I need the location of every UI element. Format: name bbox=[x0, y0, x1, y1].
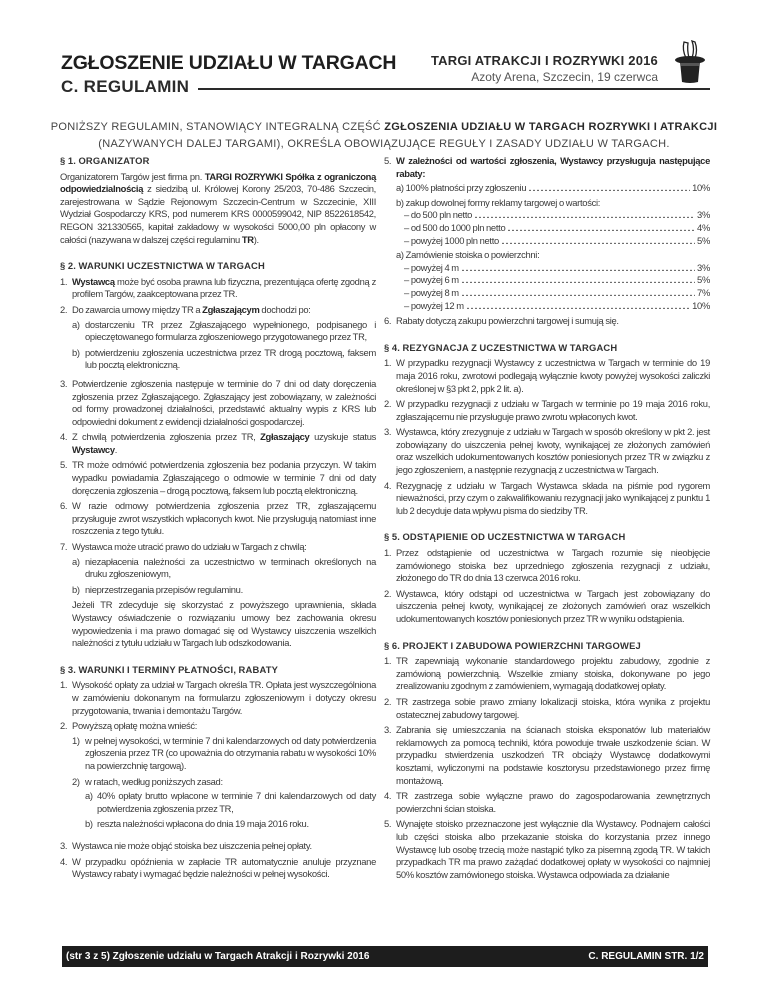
list-item bbox=[72, 776, 376, 834]
discount-group bbox=[396, 182, 710, 195]
item-number: a) bbox=[72, 555, 80, 567]
item-body bbox=[396, 818, 710, 881]
bold-text: Wystawcą bbox=[72, 275, 115, 287]
item-number: 2. bbox=[60, 303, 68, 315]
list-item bbox=[384, 398, 710, 423]
discount-row bbox=[396, 222, 710, 235]
list-item bbox=[60, 431, 376, 456]
item-body bbox=[396, 357, 710, 395]
dot-leader bbox=[461, 275, 695, 283]
dot-leader bbox=[501, 236, 695, 244]
list-item bbox=[384, 818, 710, 881]
text-segment: ). bbox=[253, 233, 259, 245]
item-text bbox=[396, 315, 710, 328]
item-text bbox=[72, 679, 376, 717]
item-body bbox=[97, 818, 376, 831]
discount-value: 10% bbox=[692, 299, 710, 311]
item-body bbox=[396, 588, 710, 626]
text-segment: potwierdzeniu zgłoszenia uczestnictwa przez TR drogą pocztową, faksem lub pocztą elektroniczną. bbox=[85, 346, 376, 371]
dot-leader bbox=[466, 301, 690, 309]
list-item bbox=[384, 588, 710, 626]
list-item bbox=[60, 378, 376, 428]
list-item bbox=[384, 790, 710, 815]
item-body bbox=[85, 319, 376, 344]
section-heading: § 3. WARUNKI I TERMINY PŁATNOŚCI, RABATY bbox=[60, 663, 279, 675]
dot-leader bbox=[461, 263, 695, 271]
item-text bbox=[85, 347, 376, 372]
discount-value: 3% bbox=[697, 209, 710, 221]
footer-left: (str 3 z 5) Zgłoszenie udziału w Targach Atrakcji i Rozrywki 2016 bbox=[66, 951, 370, 962]
item-text bbox=[85, 735, 376, 773]
list-item bbox=[60, 276, 376, 301]
discount-value: 7% bbox=[697, 286, 710, 298]
text-segment: Rezygnację z udziału w Targach Wystawca składa na piśmie pod rygorem nieważności, przy czym o zakwalifikowaniu rezygnacji jako wynikającej z punktu 1 lub 2 decyduje data wpływu pisma do siedziby TR. bbox=[396, 479, 710, 516]
item-body bbox=[85, 735, 376, 773]
item-text bbox=[396, 818, 710, 881]
item-text bbox=[72, 840, 376, 853]
list-item bbox=[85, 818, 376, 831]
item-number: b) bbox=[72, 346, 80, 358]
section-title: C. REGULAMIN bbox=[61, 77, 190, 96]
text-segment: może być osoba prawna lub fizyczna, prezentująca ofertę zgodną z profilem Targów, zaakceptowana przez TR. bbox=[72, 275, 376, 300]
list-item bbox=[384, 655, 710, 693]
item-number: 3. bbox=[384, 724, 392, 736]
document-title: ZGŁOSZENIE UDZIAŁU W TARGACH bbox=[61, 52, 397, 74]
item-text bbox=[85, 584, 376, 597]
item-body bbox=[72, 459, 376, 497]
item-number: 5. bbox=[384, 818, 392, 830]
text-segment: dostarczeniu TR przez Zgłaszającego wypełnionego, podpisanego i opieczętowanego formularza zgłoszeniowego przygotowanego przez TR, bbox=[85, 318, 376, 343]
discount-value: 10% bbox=[692, 182, 710, 194]
discount-group bbox=[396, 197, 710, 247]
item-number: 3. bbox=[60, 839, 68, 851]
dot-leader bbox=[474, 210, 695, 218]
regulation-section bbox=[384, 155, 710, 328]
footer-bar bbox=[62, 946, 708, 967]
discount-label: – powyżej 6 m bbox=[404, 274, 459, 286]
item-number: 4. bbox=[60, 431, 68, 443]
discount-row bbox=[396, 262, 710, 275]
item-text bbox=[396, 547, 710, 585]
list-item bbox=[60, 459, 376, 497]
text-segment: Powyższą opłatę można wnieść: bbox=[72, 720, 198, 732]
list-item bbox=[60, 840, 376, 853]
item-number: 7. bbox=[60, 541, 68, 553]
item-body bbox=[396, 655, 710, 693]
item-number: 3. bbox=[60, 377, 68, 389]
list-item bbox=[85, 790, 376, 815]
item-text bbox=[97, 818, 376, 831]
item-number: 6. bbox=[384, 315, 392, 327]
text-segment: w pełnej wysokości, w terminie 7 dni kalendarzowych od daty potwierdzenia zgłoszenia przez TR (co upoważnia do otrzymania rabatu w wysokości 10% na powierzchnię targową). bbox=[85, 734, 376, 771]
bold-text: Zgłaszający bbox=[260, 431, 310, 443]
section-heading: § 1. ORGANIZATOR bbox=[60, 155, 150, 166]
list-item bbox=[72, 319, 376, 344]
item-body bbox=[396, 790, 710, 815]
item-text bbox=[85, 319, 376, 344]
text-segment: TR zastrzega sobie prawo zmiany lokalizacji stoiska, która wynika z projektu ostatecznej zabudowy targowej. bbox=[396, 695, 710, 720]
magic-hat-icon bbox=[672, 40, 710, 84]
discount-label: – powyżej 4 m bbox=[404, 261, 459, 273]
item-body bbox=[396, 547, 710, 585]
list-item bbox=[384, 480, 710, 518]
discount-group-label: a) Zamówienie stoiska o powierzchni: bbox=[396, 249, 540, 261]
item-number: 4. bbox=[384, 790, 392, 802]
discount-group bbox=[396, 249, 710, 312]
item-text bbox=[396, 480, 710, 518]
item-text bbox=[85, 776, 376, 789]
intro-part: PONIŻSZY REGULAMIN, STANOWIĄCY INTEGRALNĄ CZĘŚĆ bbox=[50, 121, 385, 133]
item-body bbox=[72, 856, 376, 881]
item-number: 1. bbox=[60, 275, 68, 287]
item-text bbox=[396, 696, 710, 721]
item-number: a) bbox=[72, 318, 80, 330]
discount-label: – powyżej 12 m bbox=[404, 299, 464, 311]
regulation-section bbox=[60, 260, 376, 650]
item-body bbox=[396, 315, 710, 328]
text-segment: Z chwilą potwierdzenia zgłoszenia przez TR, bbox=[72, 431, 261, 443]
header-rule bbox=[198, 88, 710, 90]
regulation-section bbox=[60, 155, 376, 246]
item-body bbox=[72, 679, 376, 717]
item-body bbox=[72, 541, 376, 650]
sub-list bbox=[72, 735, 376, 834]
text-segment: W przypadku rezygnacji z udziału w Targach w terminie po 19 maja 2016 roku, zgłaszającemu nie przysługuje prawo zwrotu wpłaconych kwot. bbox=[396, 398, 710, 422]
sub-list bbox=[72, 319, 376, 372]
discount-row bbox=[396, 182, 710, 195]
text-segment: 40% opłaty brutto wpłacone w terminie 7 dni kalendarzowych od daty potwierdzenia zgłoszenia przez TR, bbox=[97, 790, 376, 814]
text-segment: Przez odstąpienie od uczestnictwa w Targach rozumie się nieobjęcie zamówionego stoiska bez uprzedniego zgłoszenia rezygnacji z udziału, złożonego do TR do dnia 13 czerwca 2016 roku. bbox=[396, 547, 710, 584]
item-text bbox=[396, 398, 710, 423]
text-segment: dochodzi po: bbox=[259, 303, 311, 315]
item-body bbox=[72, 276, 376, 301]
discount-value: 5% bbox=[697, 234, 710, 246]
item-text bbox=[72, 541, 376, 554]
list-item bbox=[384, 547, 710, 585]
text-segment: Organizatorem Targów jest firma pn. bbox=[60, 170, 205, 182]
item-number: 2. bbox=[384, 695, 392, 707]
item-number: 4. bbox=[384, 479, 392, 491]
item-body bbox=[396, 724, 710, 787]
text-segment: Potwierdzenie zgłoszenia następuje w terminie do 7 dni od daty doręczenia zgłoszenia przez Zgłaszającego. Zgłaszający jest zobowiązany, w zależności od formy prowadzonej działalności, przedstawić aktualny wypis z KRS lub odpowiedni dokument z ewidencji działalności gospodarczej. bbox=[72, 377, 376, 427]
regulation-section bbox=[384, 342, 710, 518]
discount-label: – powyżej 1000 pln netto bbox=[404, 234, 499, 246]
item-body bbox=[396, 398, 710, 423]
list-item bbox=[384, 426, 710, 476]
item-text bbox=[396, 724, 710, 787]
right-column bbox=[384, 155, 710, 895]
intro-part: (NAZYWANYCH DALEJ TARGAMI), OKREŚLA OBOWIĄZUJĄCE REGUŁY I ZASADY UDZIAŁU W TARGACH. bbox=[98, 138, 670, 150]
section-heading: § 5. ODSTĄPIENIE OD UCZESTNICTWA W TARGACH bbox=[384, 531, 626, 543]
item-text bbox=[97, 790, 376, 815]
text-segment: Wystawca nie może objąć stoiska bez uiszczenia pełnej opłaty. bbox=[72, 839, 312, 851]
discount-row bbox=[396, 209, 710, 222]
bold-text: TARGI ROZRYWKI Spółka z ograniczoną odpowiedzialnością bbox=[60, 170, 376, 195]
item-text bbox=[396, 790, 710, 815]
item-number: 1) bbox=[72, 734, 80, 746]
item-number: 5. bbox=[384, 155, 392, 166]
item-number: a) bbox=[85, 790, 93, 802]
text-segment: niezapłacenia należności za uczestnictwo w terminach określonych na druku zgłoszeniowym, bbox=[85, 555, 376, 580]
item-body bbox=[396, 155, 710, 312]
text-segment: Wysokość opłaty za udział w Targach określa TR. Opłata jest wyszczególniona w zamówieniu dokonanym na formularzu zgłoszeniowym i dotyczy okresu przygotowania, trwania i demontażu Targów. bbox=[72, 679, 376, 716]
item-body bbox=[396, 426, 710, 476]
item-text bbox=[396, 357, 710, 395]
text-segment: Do zawarcia umowy między TR a bbox=[72, 303, 203, 315]
item-text bbox=[85, 556, 376, 581]
item-number: 1. bbox=[60, 679, 68, 691]
item-text bbox=[72, 276, 376, 301]
dot-leader bbox=[528, 183, 690, 191]
text-segment: W razie odmowy potwierdzenia zgłoszenia przez TR, zgłaszającemu przysługuje zwrot wszystkich wpłaconych kwot. Nie przysługują natomiast inne roszczenia z tego tytułu. bbox=[72, 500, 376, 537]
item-number: 1. bbox=[384, 655, 392, 667]
section-heading: § 6. PROJEKT I ZABUDOWA POWIERZCHNI TARGOWEJ bbox=[384, 639, 641, 651]
text-segment: Wynajęte stoisko przeznaczone jest wyłącznie dla Wystawcy. Podnajem całości lub części stoiska albo przekazanie stoiska do korzystania przez innego Wystawcę lub osobę trzecią może nastąpić tylko za pisemną zgodą TR. W takich przypadkach TR ma prawo zażądać dodatkowej opłaty w wysokości co najmniej 50% kosztów zamówionego stoiska. Wystawca odpowiada za działanie bbox=[396, 818, 710, 880]
discount-row bbox=[396, 300, 710, 313]
list-item bbox=[60, 541, 376, 650]
text-segment: TR może odmówić potwierdzenia zgłoszenia bez podania przyczyn. W takim wypadku powiadamia Zgłaszającego o odmowie w terminie 7 dni od daty doręczenia zgłoszenia – drogą pocztową, faksem lub pocztą elektroniczną. bbox=[72, 459, 376, 496]
item-number: 2) bbox=[72, 775, 80, 787]
bold-text: Zgłaszającym bbox=[202, 303, 260, 315]
item-number: 6. bbox=[60, 500, 68, 512]
list-item bbox=[72, 556, 376, 581]
item-body bbox=[72, 378, 376, 428]
item-note bbox=[72, 599, 376, 649]
list-item bbox=[60, 500, 376, 538]
left-column bbox=[60, 155, 376, 895]
list-item bbox=[384, 155, 710, 312]
text-segment: . bbox=[114, 443, 118, 455]
regulation-section bbox=[60, 664, 376, 881]
item-number: b) bbox=[72, 583, 80, 595]
item-body bbox=[72, 840, 376, 853]
discount-label: – powyżej 8 m bbox=[404, 286, 459, 298]
text-segment: Wystawca może utracić prawo do udziału w Targach z chwilą: bbox=[72, 541, 307, 553]
discount-label: – do 500 pln netto bbox=[404, 209, 473, 221]
text-segment: W przypadku rezygnacji Wystawcy z uczestnictwa w Targach w terminie do 19 maja 2016 roku, zwrotowi podlegają wyłącznie kwoty powyżej wysokości zaliczki określonej w §3 pkt 2, ppk 2 lit. a). bbox=[396, 357, 710, 394]
list-item bbox=[60, 856, 376, 881]
footer-right: C. REGULAMIN STR. 1/2 bbox=[588, 951, 704, 962]
text-segment: W przypadku opóźnienia w zapłacie TR automatycznie anuluje przyznane Wystawcy rabaty i wymagać będzie należności w pełnej wysokości. bbox=[72, 855, 376, 880]
event-name: TARGI ATRAKCJI I ROZRYWKI 2016 bbox=[430, 53, 658, 68]
list-item bbox=[384, 724, 710, 787]
bold-text: W zależności od wartości zgłoszenia, Wystawcy przysługuja następujące rabaty: bbox=[396, 155, 710, 179]
text-segment: Wystawca, który zrezygnuje z udziału w Targach w sposób określony w pkt 2. jest zobowiązany do uiszczenia pełnej kwoty, wynikającej ze złożonych zamówień oraz wszelkich udokumentowanych kosztów poniesionych przez TR w związku z jego zgłoszeniem, a następnie rezygnacją z uczestnictwa w Targach. bbox=[396, 426, 710, 476]
item-body bbox=[85, 347, 376, 372]
item-body bbox=[72, 304, 376, 375]
discount-label: – od 500 do 1000 pln netto bbox=[404, 221, 506, 233]
item-text bbox=[72, 459, 376, 497]
text-segment: TR zastrzega sobie wyłączne prawo do zagospodarowania zewnętrznych powierzchni ścian stoiska. bbox=[396, 790, 710, 814]
item-number: 2. bbox=[60, 720, 68, 732]
text-segment: uzyskuje status bbox=[309, 431, 376, 443]
item-body bbox=[72, 500, 376, 538]
bold-text: TR bbox=[241, 233, 254, 245]
discount-row bbox=[396, 274, 710, 287]
text-segment: Jeżeli TR zdecyduje się skorzystać z powyższego uprawnienia, składa Wystawcy oświadczenie o rozwiązaniu umowy bez zachowania okresu wypowiedzenia i ma prawo domagać się od Wystawcy uiszczenia wszelkich należności z tytułu udziału w Targach lub odszkodowania. bbox=[72, 599, 376, 649]
item-body bbox=[72, 720, 376, 837]
item-body bbox=[396, 480, 710, 518]
text-segment: z siedzibą ul. Królowej Korony 25/203, 70-486 Szczecin, zarejestrowana w Sądzie Rejonowym Szczecin-Centrum w Szczecinie, XIII Wydział Gospodarczy KRS, pod numerem KRS 0000599042, NIP 8522618542, REGON 321330565, kapitał zakładowy w wysokości 5000,00 pln opłacony w całości (nazywana w dalszej części regulaminu bbox=[60, 183, 376, 245]
item-body bbox=[396, 696, 710, 721]
item-body bbox=[72, 431, 376, 456]
discount-row bbox=[396, 235, 710, 248]
regulation-section bbox=[384, 640, 710, 882]
list-item bbox=[60, 679, 376, 717]
item-text bbox=[72, 378, 376, 428]
intro-bold: ZGŁOSZENIA UDZIAŁU W TARGACH ROZRYWKI I ATRAKCJI bbox=[384, 121, 718, 133]
discount-group-label: b) zakup dowolnej formy reklamy targowej o wartości: bbox=[396, 196, 601, 208]
item-body bbox=[85, 556, 376, 581]
text-segment: reszta należności wpłacona do dnia 19 maja 2016 roku. bbox=[97, 818, 309, 830]
list-item bbox=[60, 304, 376, 375]
list-item bbox=[72, 584, 376, 597]
dot-leader bbox=[507, 223, 695, 231]
item-text bbox=[72, 304, 376, 317]
section-heading: § 2. WARUNKI UCZESTNICTWA W TARGACH bbox=[60, 260, 265, 272]
text-segment: nieprzestrzegania przepisów regulaminu. bbox=[85, 583, 243, 595]
list-item bbox=[60, 720, 376, 837]
discount-label: a) 100% płatności przy zgłoszeniu bbox=[396, 182, 527, 194]
text-segment: Rabaty dotyczą zakupu powierzchni targowej i sumują się. bbox=[396, 315, 619, 327]
item-number: 3. bbox=[384, 426, 392, 438]
list-item bbox=[72, 735, 376, 773]
item-number: 1. bbox=[384, 547, 392, 559]
text-segment: TR zapewniają wykonanie standardowego projektu zabudowy, zgodnie z zamówioną powierzchnią. Wszelkie zmiany stoiska, dokonywane po jego zrealizowaniu zgodnym z zamówieniem, wymagają dodatkowej opłaty. bbox=[396, 655, 710, 692]
discount-row bbox=[396, 287, 710, 300]
text-segment: Wystawca, który odstąpi od uczestnictwa w Targach jest zobowiązany do uiszczenia pełnej kwoty, wynikającej ze złożonych zamówień oraz wszelkich udokumentowanych kosztów poniesionych przez TR w wyniku odstąpienia. bbox=[396, 587, 710, 624]
item-number: 2. bbox=[384, 398, 392, 410]
item-body bbox=[97, 790, 376, 815]
list-item bbox=[384, 357, 710, 395]
list-item bbox=[72, 347, 376, 372]
item-number: b) bbox=[85, 818, 93, 830]
item-text bbox=[396, 588, 710, 626]
item-text bbox=[396, 155, 710, 180]
item-text bbox=[72, 720, 376, 733]
discount-value: 3% bbox=[697, 261, 710, 273]
item-body bbox=[85, 776, 376, 834]
discount-value: 5% bbox=[697, 274, 710, 286]
regulation-section bbox=[384, 531, 710, 625]
text-segment: Zabrania się umieszczania na ścianach stoiska eksponatów lub materiałów reklamowych za pomocą techniki, która powoduje trwałe uszkodzenie ścian. W przypadku stwierdzenia uszkodzeń TR obciąży Wystawcę dodatkowymi kosztami, wyliczonymi na podstawie kosztorysu przedstawionego przez firmę montażową. bbox=[396, 724, 710, 786]
list-item bbox=[384, 315, 710, 328]
intro-text bbox=[40, 119, 728, 153]
dot-leader bbox=[461, 288, 695, 296]
list-item bbox=[384, 696, 710, 721]
sub-list bbox=[85, 790, 376, 831]
item-text bbox=[72, 856, 376, 881]
item-number: 2. bbox=[384, 587, 392, 599]
bold-text: Wystawcy bbox=[72, 443, 115, 455]
item-text bbox=[396, 655, 710, 693]
item-text bbox=[72, 431, 376, 456]
section-heading: § 4. REZYGNACJA Z UCZESTNICTWA W TARGACH bbox=[384, 341, 618, 353]
discount-value: 4% bbox=[697, 221, 710, 233]
item-text bbox=[72, 500, 376, 538]
section-paragraph bbox=[60, 171, 376, 247]
event-place: Azoty Arena, Szczecin, 19 czerwca bbox=[471, 70, 658, 84]
item-number: 4. bbox=[60, 855, 68, 867]
item-text bbox=[396, 426, 710, 476]
sub-list bbox=[72, 556, 376, 597]
item-body bbox=[85, 584, 376, 597]
item-number: 5. bbox=[60, 459, 68, 471]
item-number: 1. bbox=[384, 357, 392, 369]
text-segment: w ratach, według poniższych zasad: bbox=[85, 775, 223, 787]
